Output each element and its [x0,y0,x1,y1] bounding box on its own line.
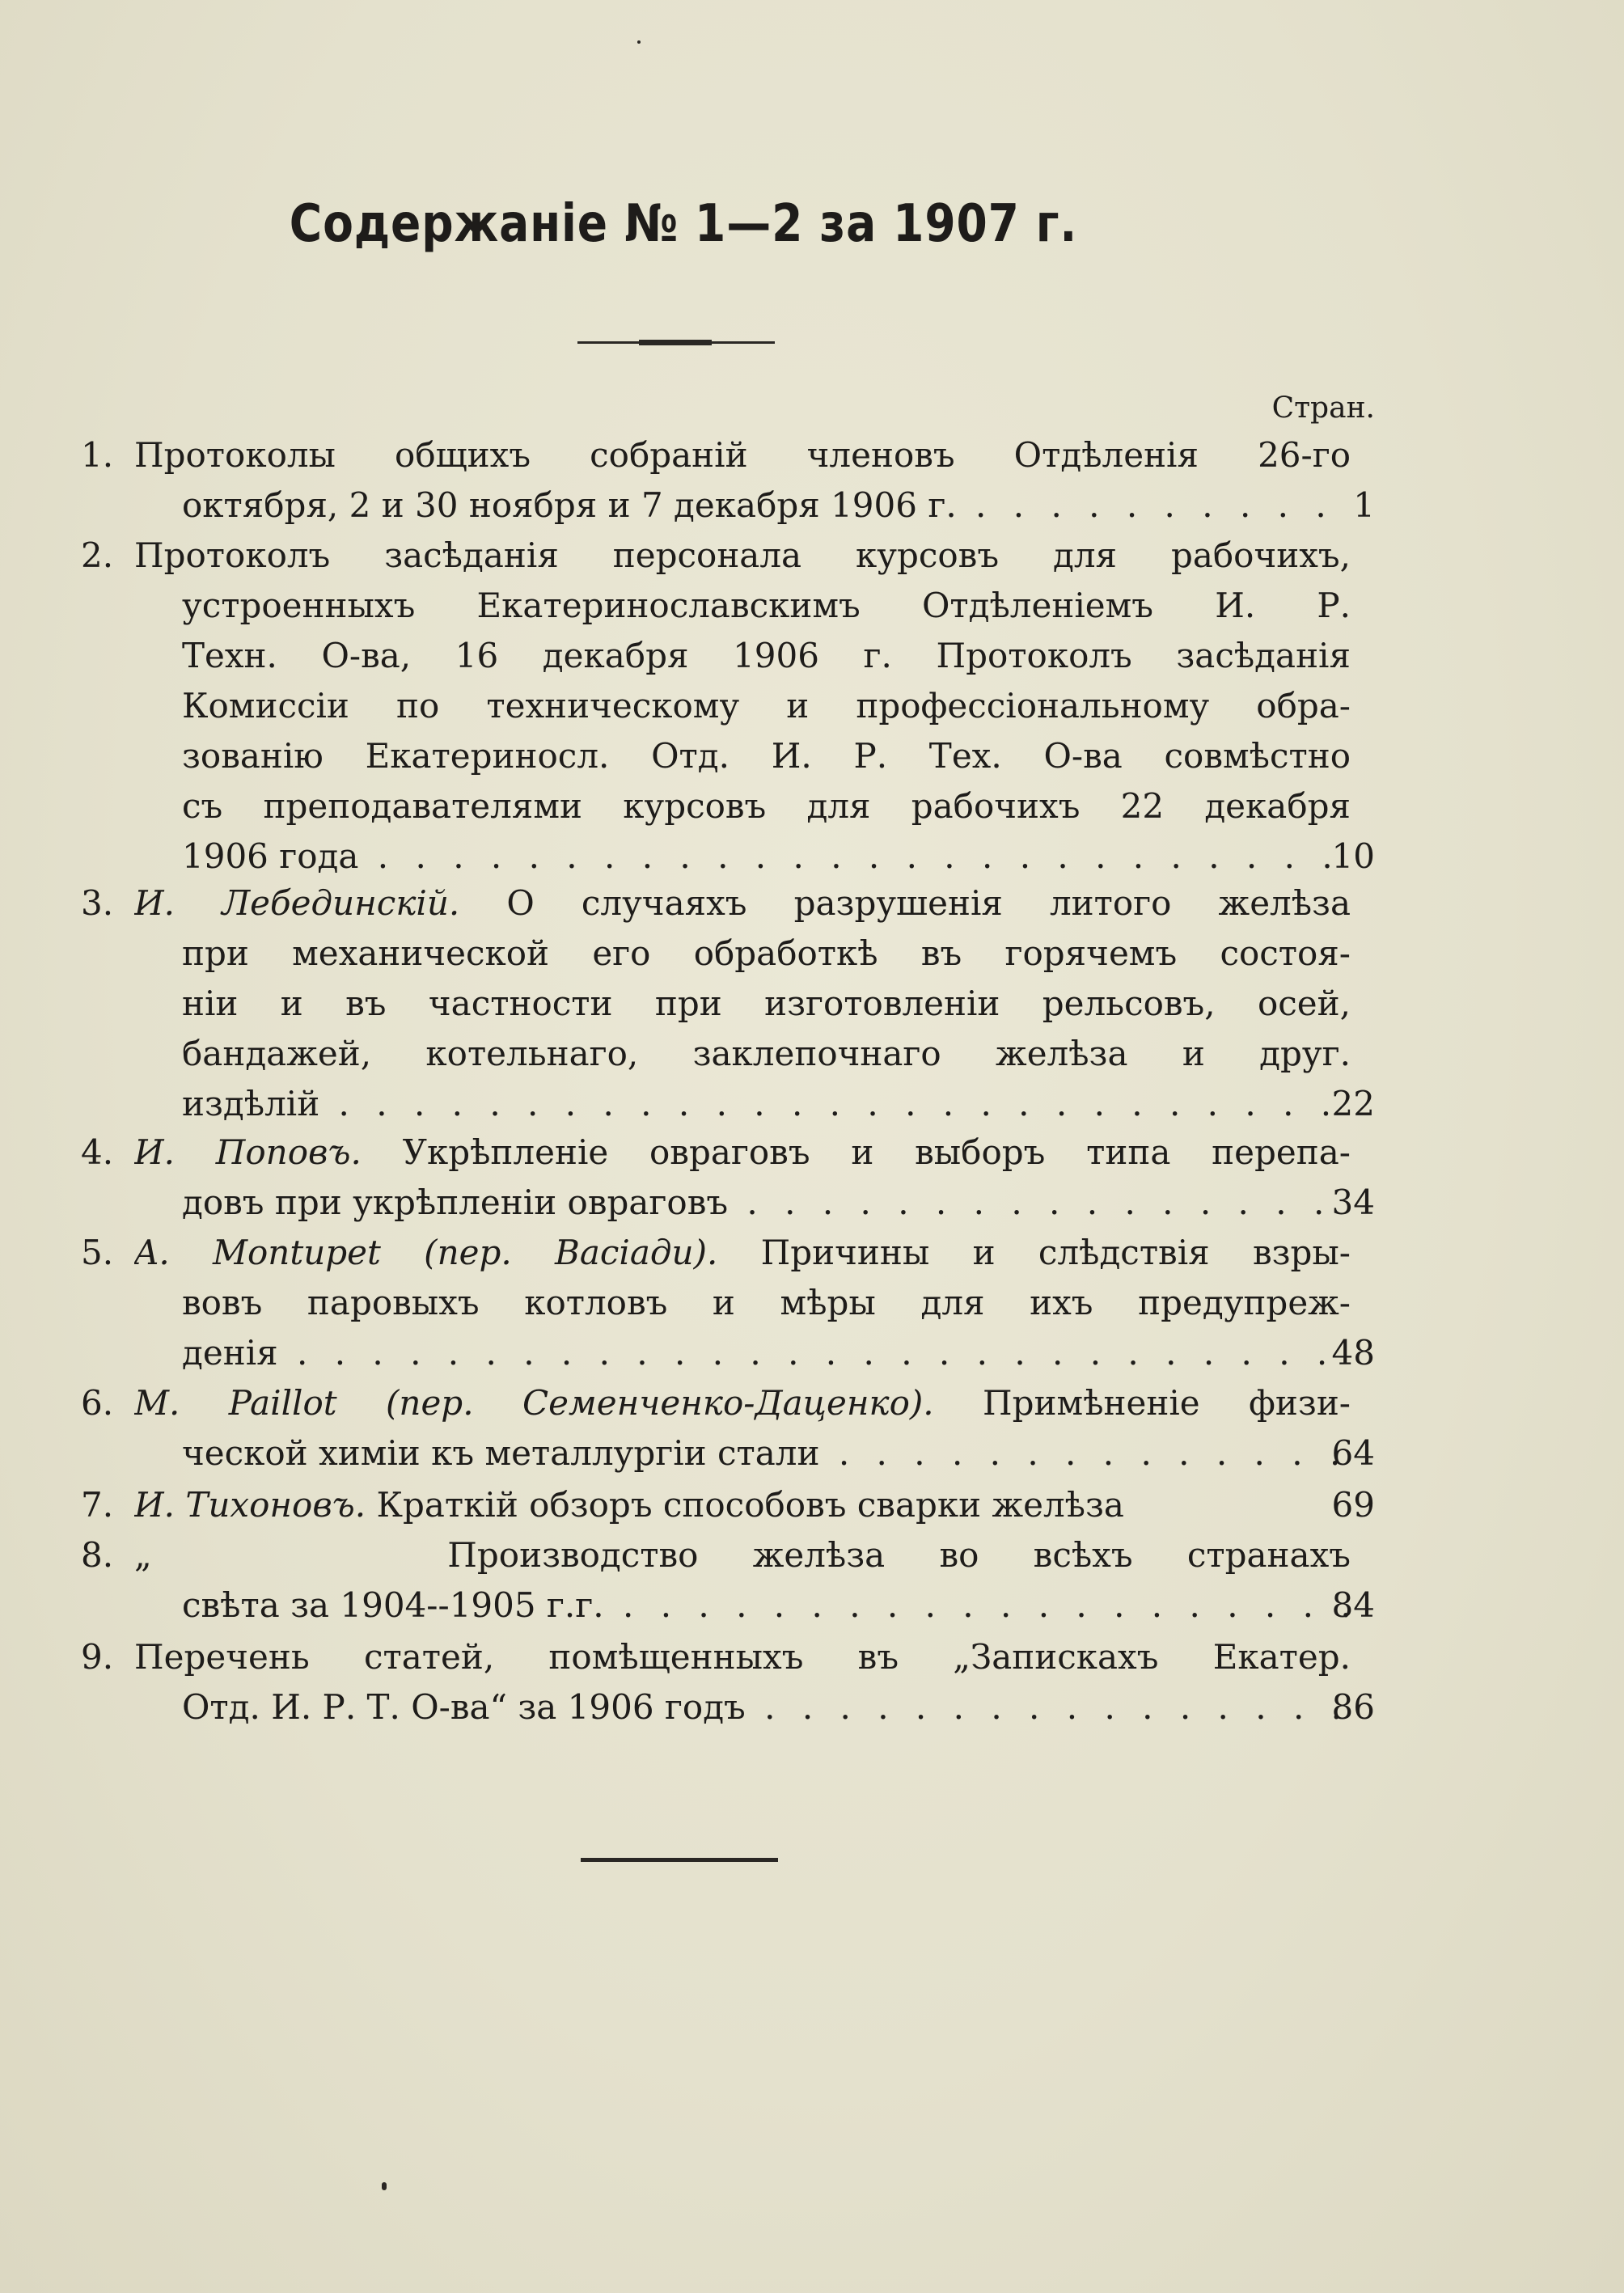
entry-author: И. Тихоновъ. [134,1485,366,1525]
entry-text-line: при механической его обработкѣ въ горячемъ состоя- [182,933,1351,973]
entry-text-line: вовъ паровыхъ котловъ и мѣры для ихъ предупреж- [182,1283,1351,1322]
entry-text-line: Перечень статей, помѣщенныхъ въ „Запискахъ Екатер. [134,1637,1351,1677]
entry-author: M. Paillot (пер. Семенченко-Даценко). [134,1383,934,1423]
ditto-mark: „ [134,1535,152,1575]
entry-text-line: ческой химіи къ металлургіи стали . . . [182,1428,1351,1479]
entry-text-line: Примѣненіе физи- [983,1383,1351,1423]
entry-text-line: ніи и въ частности при изготовленіи рельсовъ, осей, [182,984,1351,1023]
entry-text-line: Комиссіи по техническому и профессіональному обра- [182,686,1351,726]
entry-page-number: 64 [1331,1433,1375,1473]
entry-text-line: зованію Екатериносл. Отд. И. Р. Тех. О-ва совмѣстно [182,736,1351,776]
entry-number: 9. [81,1637,114,1677]
entry-number: 8. [81,1535,114,1575]
entry-text-line: Укрѣпленіе овраговъ и выборъ типа перепа- [402,1132,1351,1172]
entry-text-line: устроенныхъ Екатеринославскимъ Отдѣленіемъ И. Р. [182,586,1351,625]
entry-page-number: 84 [1331,1585,1375,1625]
entry-text-line: Отд. И. Р. Т. О-ва“ за 1906 годъ . . . [182,1682,1351,1732]
entry-text-line: свѣта за 1904--1905 г.г. . . . [182,1580,1351,1631]
entry-page-number: 10 [1331,836,1375,876]
toc-entry-8 [81,1530,1375,1631]
entry-page-number: 34 [1331,1182,1375,1222]
entry-number: 4. [81,1132,114,1172]
entry-text-line: Производство желѣза во всѣхъ странахъ [447,1535,1351,1575]
entry-text-line: бандажей, котельнаго, заклепочнаго желѣза и друг. [182,1034,1351,1073]
entry-text-line: Протоколы общихъ собраній членовъ Отдѣленія 26-го [134,435,1351,475]
toc-entry-7 [81,1480,1375,1530]
entry-text-line: Причины и слѣдствія взры- [760,1233,1351,1272]
entry-text-line: Краткій обзоръ способовъ сварки желѣза [376,1485,1124,1525]
entry-text-line: довъ при укрѣпленіи овраговъ . . . [182,1178,1351,1228]
entry-page-number: 22 [1331,1084,1375,1123]
title-divider-accent [639,340,712,345]
entry-number: 5. [81,1233,114,1272]
entry-author: A. Montupet (пер. Васіади). [134,1233,718,1272]
toc-entry-5 [81,1228,1375,1378]
entry-text-line: съ преподавателями курсовъ для рабочихъ 22 декабря [182,786,1351,826]
page-title: Содержаніе № 1—2 за 1907 г. [289,194,1078,254]
entry-number: 3. [81,883,114,923]
entry-text-line: издѣлій . . . [182,1079,1351,1129]
entry-page-number: 48 [1331,1333,1375,1373]
entry-text-line: О случаяхъ разрушенія литого желѣза [506,883,1351,923]
entry-text-line: 1906 года . . . [182,831,1351,882]
entry-text-line: Протоколъ засѣданія персонала курсовъ для рабочихъ, [134,535,1351,575]
entry-page-number: 86 [1331,1687,1375,1727]
toc-entry-1 [81,430,1375,531]
entry-author: И. Поповъ. [134,1132,362,1172]
toc-entry-6 [81,1378,1375,1479]
entry-text-line: денія . . . [182,1328,1351,1378]
toc-entry-9 [81,1632,1375,1732]
entry-page-number: 1 [1353,485,1375,525]
entry-number: 6. [81,1383,114,1423]
entry-page-number: 69 [1331,1485,1375,1525]
entry-text-line: октября, 2 и 30 ноября и 7 декабря 1906 г. . . . [182,480,1351,531]
entry-number: 1. [81,435,114,475]
toc-entry-2 [81,531,1375,882]
page-column-header: Стран. [1271,391,1375,425]
ink-speck [637,40,641,44]
ink-speck [382,2182,387,2190]
toc-entry-4 [81,1127,1375,1228]
toc-entry-3 [81,878,1375,1129]
entry-number: 2. [81,535,114,575]
entry-text-line: Техн. О-ва, 16 декабря 1906 г. Протоколъ засѣданія [182,636,1351,675]
entry-number: 7. [81,1485,114,1525]
closing-divider [581,1858,778,1862]
entry-author: И. Лебединскій. [134,883,460,923]
